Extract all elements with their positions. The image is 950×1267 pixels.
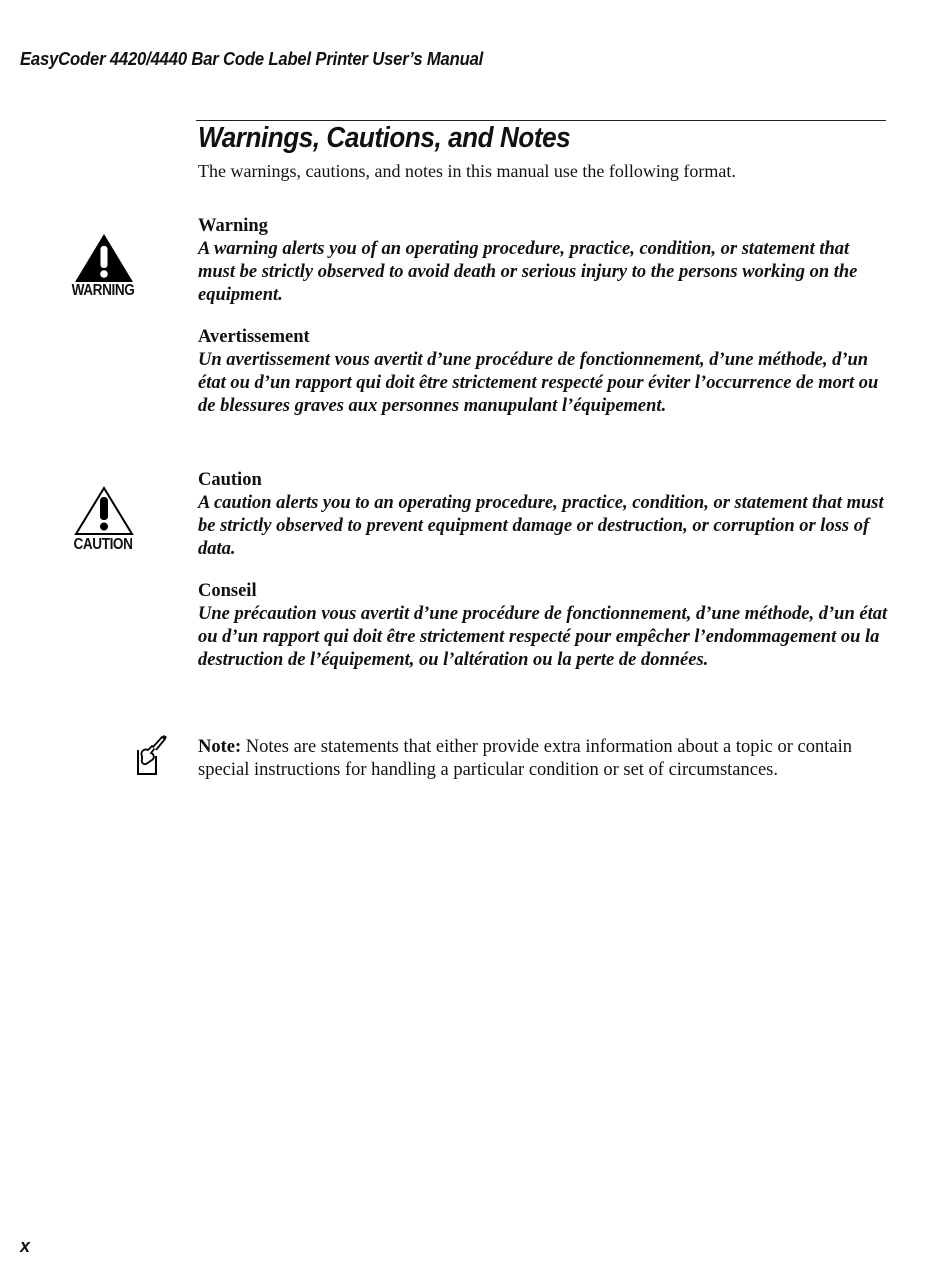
caution-block-fr bbox=[198, 580, 888, 672]
caution-block-en bbox=[198, 469, 888, 561]
note-block bbox=[198, 736, 888, 782]
warning-text: A warning alerts you of an operating procedure, practice, condition, or statement that must be strictly observed to avoid death or serious injury to the persons working on the equipment. bbox=[198, 239, 858, 305]
conseil-text: Une précaution vous avertit d’une procédure de fonctionnement, d’une méthode, d’un état ou d’un rapport qui doit être strictement respecté pour empêcher l’endommagement ou la destruction de l’équipement, ou l’altération ou la perte de données. bbox=[198, 604, 888, 670]
warning-icon bbox=[73, 232, 135, 284]
section-intro: The warnings, cautions, and notes in this manual use the following format. bbox=[198, 161, 736, 181]
running-header: EasyCoder 4420/4440 Bar Code Label Printer User’s Manual bbox=[20, 48, 484, 69]
conseil-label: Conseil bbox=[198, 581, 257, 601]
warning-icon-caption: WARNING bbox=[71, 282, 135, 299]
caution-icon-caption: CAUTION bbox=[73, 536, 133, 553]
section-rule bbox=[196, 120, 886, 121]
note-text: Notes are statements that either provide extra information about a topic or contain special instructions for handling a particular condition or set of circumstances. bbox=[198, 737, 852, 780]
page-number: x bbox=[20, 1236, 31, 1256]
caution-text: A caution alerts you to an operating procedure, practice, condition, or statement that must be strictly observed to prevent equipment damage or destruction, or corruption or loss of data. bbox=[198, 493, 884, 559]
section-title: Warnings, Cautions, and Notes bbox=[198, 122, 571, 154]
avertissement-label: Avertissement bbox=[198, 327, 310, 347]
note-pencil-icon bbox=[134, 734, 170, 776]
warning-block-en bbox=[198, 215, 888, 307]
avertissement-text: Un avertissement vous avertit d’une procédure de fonctionnement, d’une méthode, d’un état ou d’un rapport qui doit être strictement respecté pour éviter l’occurrence de mort ou de blessures graves aux personnes manupulant l’équipement. bbox=[198, 350, 879, 416]
note-label: Note: bbox=[198, 737, 246, 757]
caution-icon bbox=[73, 485, 135, 537]
warning-label: Warning bbox=[198, 216, 268, 236]
caution-label: Caution bbox=[198, 470, 262, 490]
warning-block-fr bbox=[198, 326, 888, 418]
